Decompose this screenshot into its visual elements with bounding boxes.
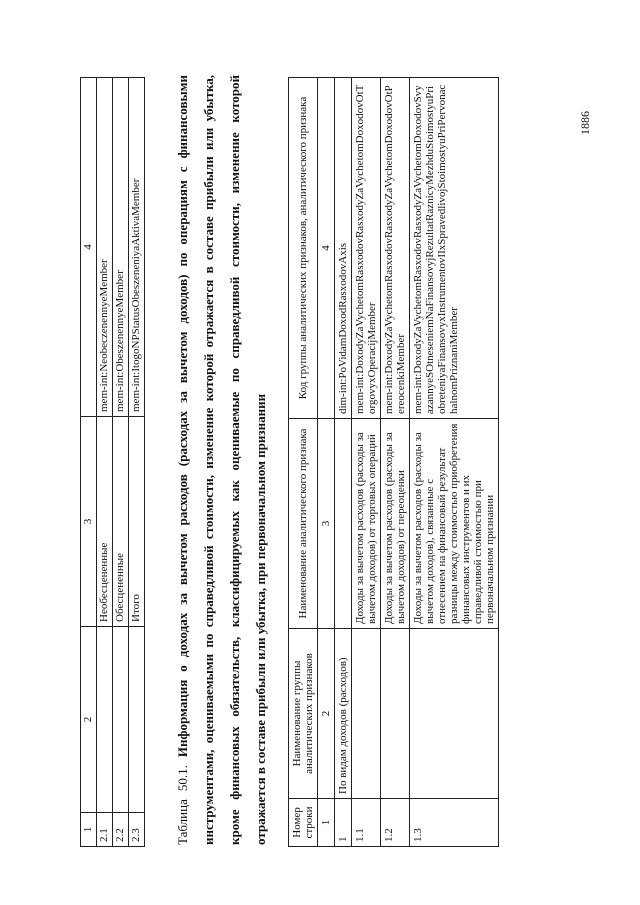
table-cell xyxy=(97,627,113,813)
table-cell: Доходы за вычетом расходов (расходы за вычетом доходов) от переоценки xyxy=(381,419,410,629)
table-header-row xyxy=(289,78,318,847)
column-header: Наименование аналитического признака xyxy=(289,419,318,629)
table-cell: 2 xyxy=(81,627,97,813)
table-cell: 3 xyxy=(318,419,335,629)
caption-title: Информация о доходах за вычетом расходов (расходах за вычетом доходов) по операциям с финансовыми инструментами, оцениваемыми по справедливой стоимости, изменение которой отражается в составе прибыли или убытка, кроме финансовых обязательств, классифицируемых как оцениваемые по справедливой стоимости, изменение которой отражается в составе прибыли или убытка, при первоначальном признании xyxy=(175,75,268,845)
table-cell: 1 xyxy=(81,813,97,847)
table-cell: Итого xyxy=(129,417,145,627)
table-cell: Доходы за вычетом расходов (расходы за вычетом доходов) от торговых операций xyxy=(352,419,381,629)
table-cell: 2.1 xyxy=(97,813,113,847)
table-cell: 2 xyxy=(318,629,335,799)
table-cell xyxy=(381,629,410,799)
table-cell: 2.2 xyxy=(113,813,129,847)
table-cell: 1 xyxy=(335,799,352,847)
table-row xyxy=(381,78,410,847)
table-row xyxy=(97,78,113,847)
table-cell: mem-int:DoxodyZaVychetomRasxodovRasxodyZaVychetomDoxodovOtPereocenkiMember xyxy=(381,78,410,419)
table-cell: По видам доходов (расходов) xyxy=(335,629,352,799)
table-cell: 1.1 xyxy=(352,799,381,847)
table-cell: 1 xyxy=(318,799,335,847)
table-cell: 3 xyxy=(81,417,97,627)
column-header: Наименование группы аналитических признаков xyxy=(289,629,318,799)
column-header: Номер строки xyxy=(289,799,318,847)
table-row xyxy=(129,78,145,847)
table-caption xyxy=(170,75,274,845)
table-cell: 2.3 xyxy=(129,813,145,847)
page-number: 1886 xyxy=(578,111,592,135)
table-cell: mem-int:DoxodyZaVychetomRasxodovRasxodyZaVychetomDoxodovSvyazannyeSOtneseniemNaFinansovyjRezultatRaznicyMezhduStoimostyuPriobreteniyaFinansovyxInstrumentovIIxSpravedlivojStoimostyuPriPervonachalnomPriznaniMember xyxy=(410,78,499,419)
table-cell xyxy=(335,419,352,629)
table-cell xyxy=(410,629,499,799)
table-cell: 1.3 xyxy=(410,799,499,847)
table-row xyxy=(352,78,381,847)
table-header-row xyxy=(81,78,97,847)
table-cell: mem-int:DoxodyZaVychetomRasxodovRasxodyZaVychetomDoxodovOtTorgovyxOperacijMember xyxy=(352,78,381,419)
table-cell: Доходы за вычетом расходов (расходы за вычетом доходов), связанные с отнесением на финансовый результат разницы между стоимостью приобретения финансовых инструментов и их справедливой стоимостью при первоначальном признании xyxy=(410,419,499,629)
top-table xyxy=(80,77,145,847)
table-cell xyxy=(113,627,129,813)
table-cell: 4 xyxy=(318,78,335,419)
main-table xyxy=(288,77,499,847)
caption-label: Таблица 50.1. xyxy=(175,765,190,845)
table-cell: mem-int:NeobeczenennyeMember xyxy=(97,78,113,417)
table-row xyxy=(113,78,129,847)
table-cell: mem-int:ItogoNPStatusObeszeneniyaAktivaMember xyxy=(129,78,145,417)
table-cell: 1.2 xyxy=(381,799,410,847)
table-cell: 4 xyxy=(81,78,97,417)
table-cell xyxy=(129,627,145,813)
table-cell: mem-int:ObeszenennyeMember xyxy=(113,78,129,417)
table-row xyxy=(335,78,352,847)
table-cell: Необесцененные xyxy=(97,417,113,627)
table-cell: Обесцененные xyxy=(113,417,129,627)
table-cell: dim-int:PoVidamDoxodRasxodovAxis xyxy=(335,78,352,419)
table-cell xyxy=(352,629,381,799)
column-header: Код группы аналитических признаков, аналитического признака xyxy=(289,78,318,419)
column-number-row xyxy=(318,78,335,847)
table-row xyxy=(410,78,499,847)
